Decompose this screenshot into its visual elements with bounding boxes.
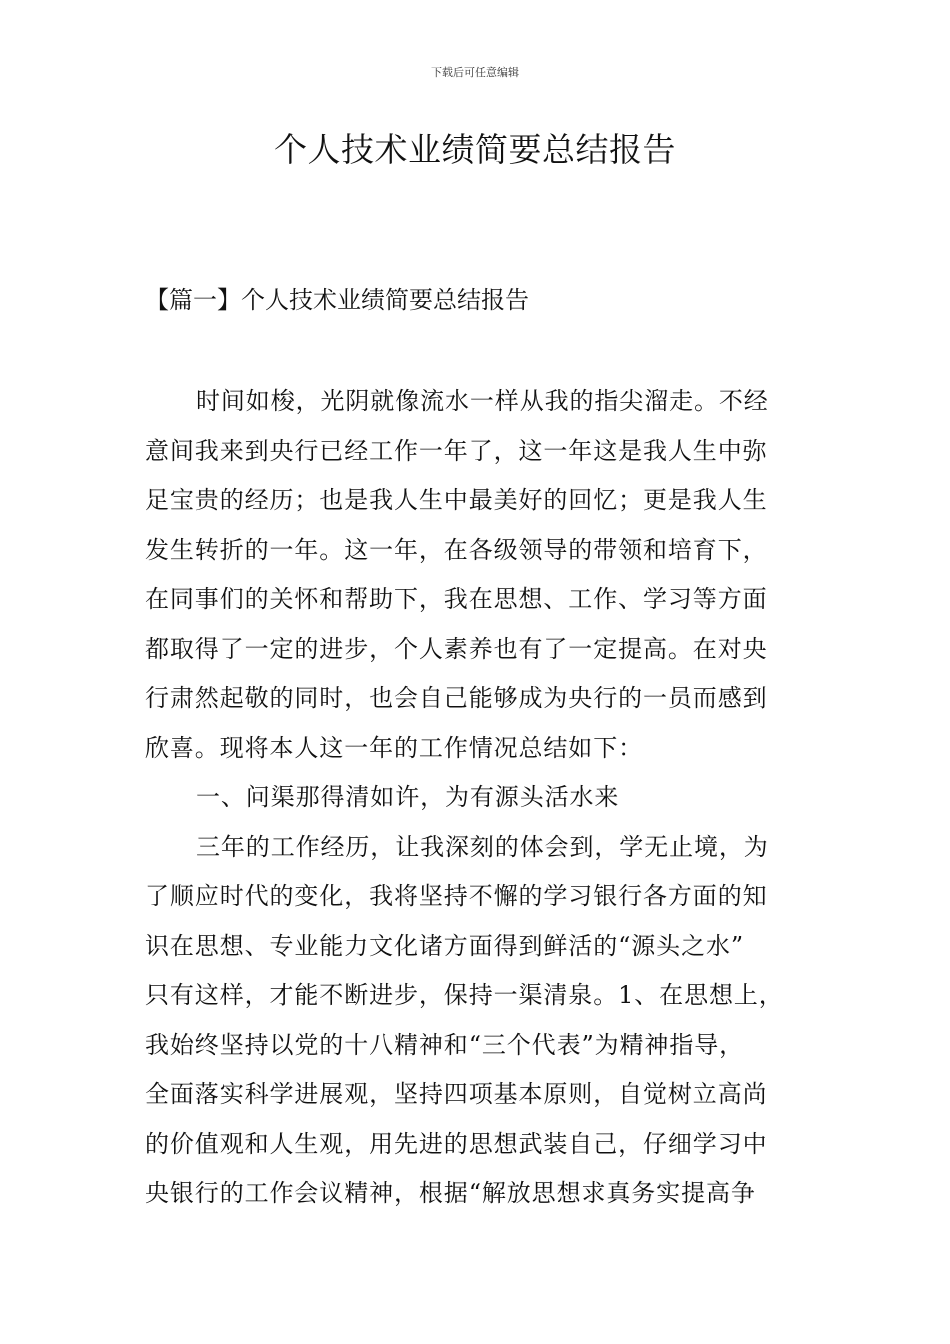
paragraph-line: 央银行的工作会议精神，根据“解放思想求真务实提高争: [145, 1179, 756, 1207]
paragraph-line: 识在思想、专业能力文化诸方面得到鲜活的“源头之水”: [145, 931, 745, 960]
paragraph-line: 足宝贵的经历；也是我人生中最美好的回忆；更是我人生: [145, 486, 768, 514]
paragraph-line: 了顺应时代的变化，我将坚持不懈的学习银行各方面的知: [145, 882, 768, 910]
paragraph-line: 的价值观和人生观，用先进的思想武装自己，仔细学习中: [145, 1129, 768, 1158]
document-title: 个人技术业绩简要总结报告: [274, 130, 676, 169]
header-note: 下载后可任意编辑: [431, 66, 519, 79]
paragraph-line: 全面落实科学进展观，坚持四项基本原则，自觉树立高尚: [145, 1080, 768, 1108]
paragraph-line: 行肃然起敬的同时，也会自己能够成为央行的一员而感到: [145, 684, 768, 712]
section-heading: 【篇一】个人技术业绩简要总结报告: [145, 286, 529, 314]
paragraph-line: 时间如梭，光阴就像流水一样从我的指尖溜走。不经: [196, 387, 769, 415]
body-text: [145, 377, 807, 1219]
paragraph-line: 欣喜。现将本人这一年的工作情况总结如下：: [145, 733, 643, 762]
paragraph-line: 意间我来到央行已经工作一年了，这一年这是我人生中弥: [145, 436, 768, 465]
subheading-line: 一、问渠那得清如许，为有源头活水来: [196, 783, 620, 811]
paragraph-line: 都取得了一定的进步，个人素养也有了一定提高。在对央: [145, 634, 768, 663]
paragraph-line: 发生转折的一年。这一年，在各级领导的带领和培育下，: [145, 535, 768, 564]
paragraph-line: 只有这样，才能不断进步，保持一渠清泉。1、在思想上，: [145, 981, 784, 1009]
paragraph-line: 我始终坚持以党的十八精神和“三个代表”为精神指导，: [145, 1030, 745, 1059]
paragraph-line: 三年的工作经历，让我深刻的体会到，学无止境，为: [196, 832, 769, 861]
paragraph-line: 在同事们的关怀和帮助下，我在思想、工作、学习等方面: [145, 585, 768, 613]
